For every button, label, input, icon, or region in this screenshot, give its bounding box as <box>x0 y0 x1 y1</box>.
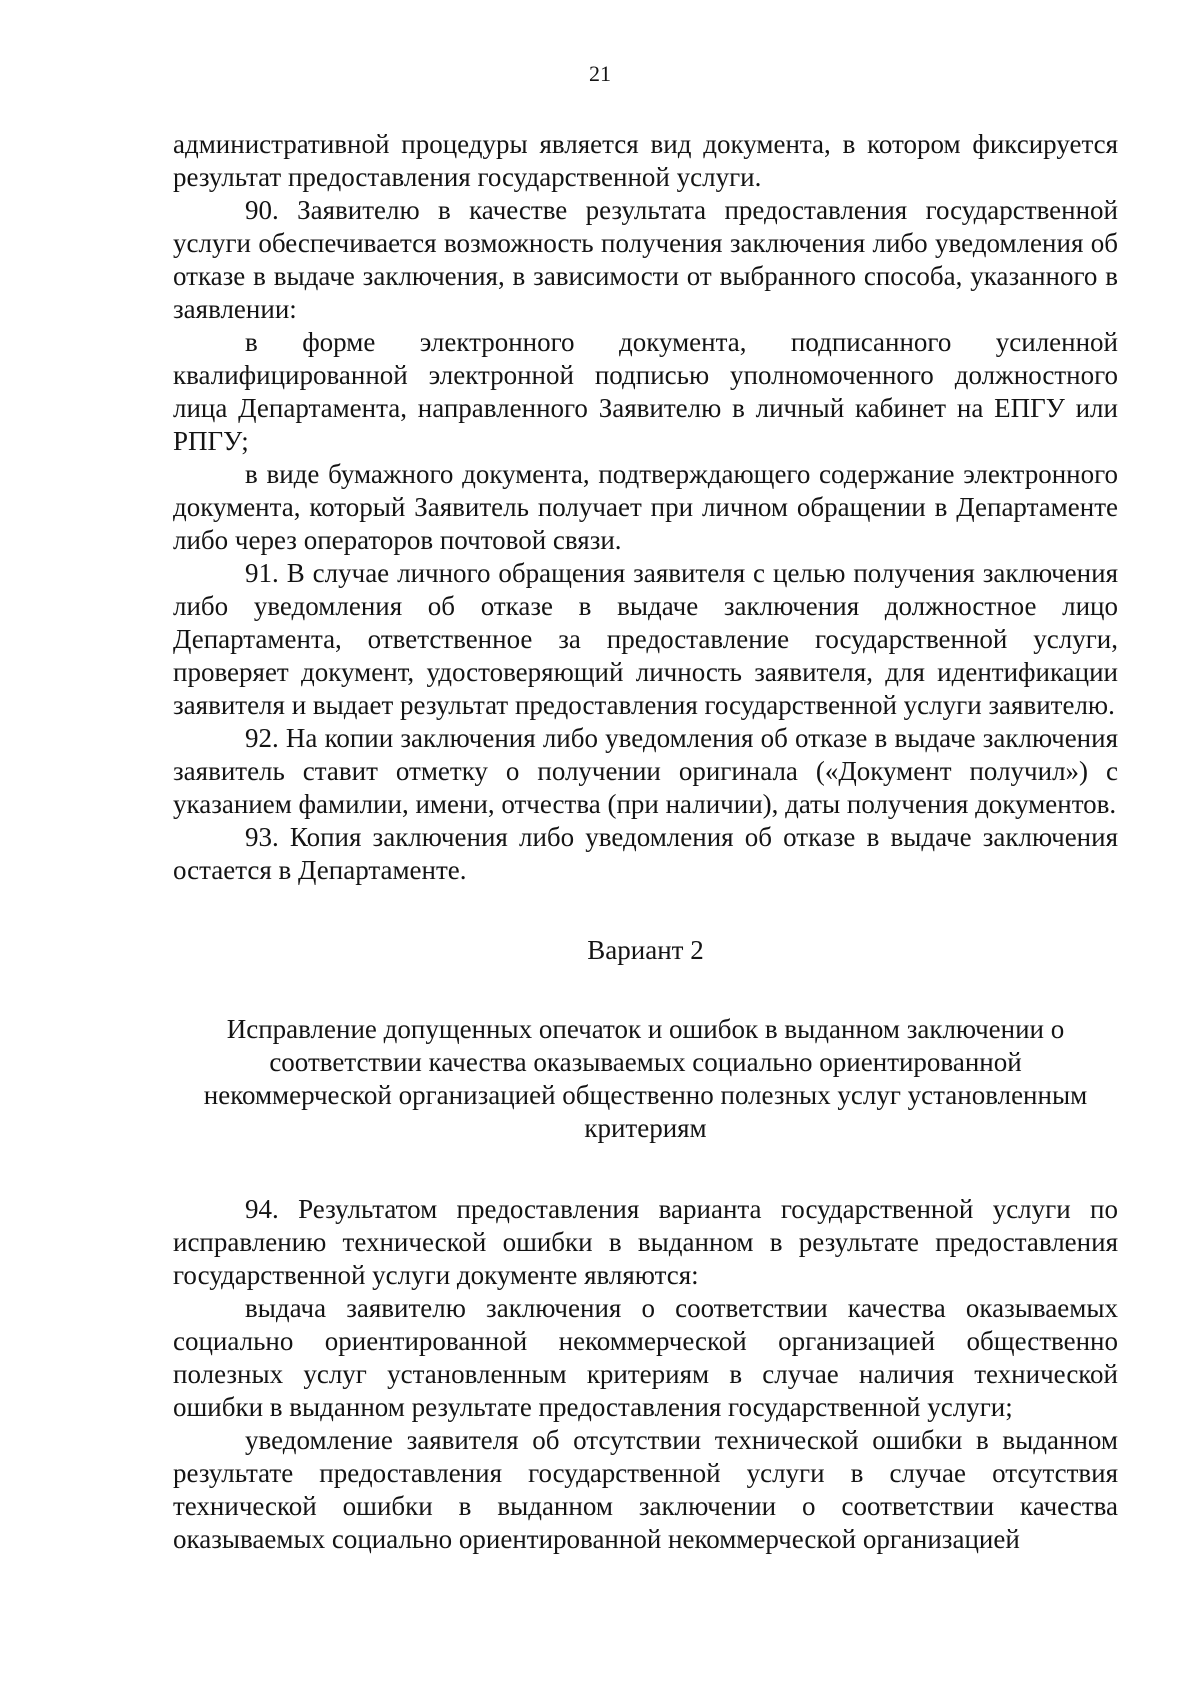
paragraph-continuation: административной процедуры является вид документа, в котором фиксируется результат предоставления государственной услуги. <box>173 129 1118 192</box>
document-body <box>173 128 1118 1556</box>
paragraph-91: 91. В случае личного обращения заявителя с целью получения заключения либо уведомления об отказе в выдаче заключения должностное лицо Департамента, ответственное за предоставление государственной услуги, проверяет документ, удостоверяющий личность заявителя, для идентификации заявителя и выдает результат предоставления государственной услуги заявителю. <box>173 558 1118 720</box>
paragraph-94-item-notice: уведомление заявителя об отсутствии технической ошибки в выданном результате предоставления государственной услуги в случае отсутствия технической ошибки в выданном заключении о соответствии качества оказываемых социально ориентированной некоммерческой организацией <box>173 1425 1118 1554</box>
page-number: 21 <box>589 61 611 86</box>
variant-title: Вариант 2 <box>587 935 704 965</box>
paragraph-90: 90. Заявителю в качестве результата предоставления государственной услуги обеспечивается возможность получения заключения либо уведомления об отказе в выдаче заключения, в зависимости от выбранного способа, указанного в заявлении: <box>173 195 1118 324</box>
paragraph-94: 94. Результатом предоставления варианта государственной услуги по исправлению технической ошибки в выданном в результате предоставления государственной услуги документе являются: <box>173 1194 1118 1290</box>
paragraph-90-item-paper: в виде бумажного документа, подтверждающего содержание электронного документа, который Заявитель получает при личном обращении в Департаменте либо через операторов почтовой связи. <box>173 459 1118 555</box>
paragraph-92: 92. На копии заключения либо уведомления об отказе в выдаче заключения заявитель ставит отметку о получении оригинала («Документ получил») с указанием фамилии, имени, отчества (при наличии), даты получения документов. <box>173 723 1118 819</box>
section-title: Исправление допущенных опечаток и ошибок в выданном заключении о соответствии качества оказываемых социально ориентированной некоммерческой организацией общественно полезных услуг установленным критериям <box>203 1014 1088 1143</box>
paragraph-90-item-electronic: в форме электронного документа, подписанного усиленной квалифицированной электронной подписью уполномоченного должностного лица Департамента, направленного Заявителю в личный кабинет на ЕПГУ или РПГУ; <box>173 327 1118 456</box>
paragraph-93: 93. Копия заключения либо уведомления об отказе в выдаче заключения остается в Департаменте. <box>173 822 1118 885</box>
paragraph-94-item-issue: выдача заявителю заключения о соответствии качества оказываемых социально ориентированной некоммерческой организацией общественно полезных услуг установленным критериям в случае наличия технической ошибки в выданном результате предоставления государственной услуги; <box>173 1293 1118 1422</box>
